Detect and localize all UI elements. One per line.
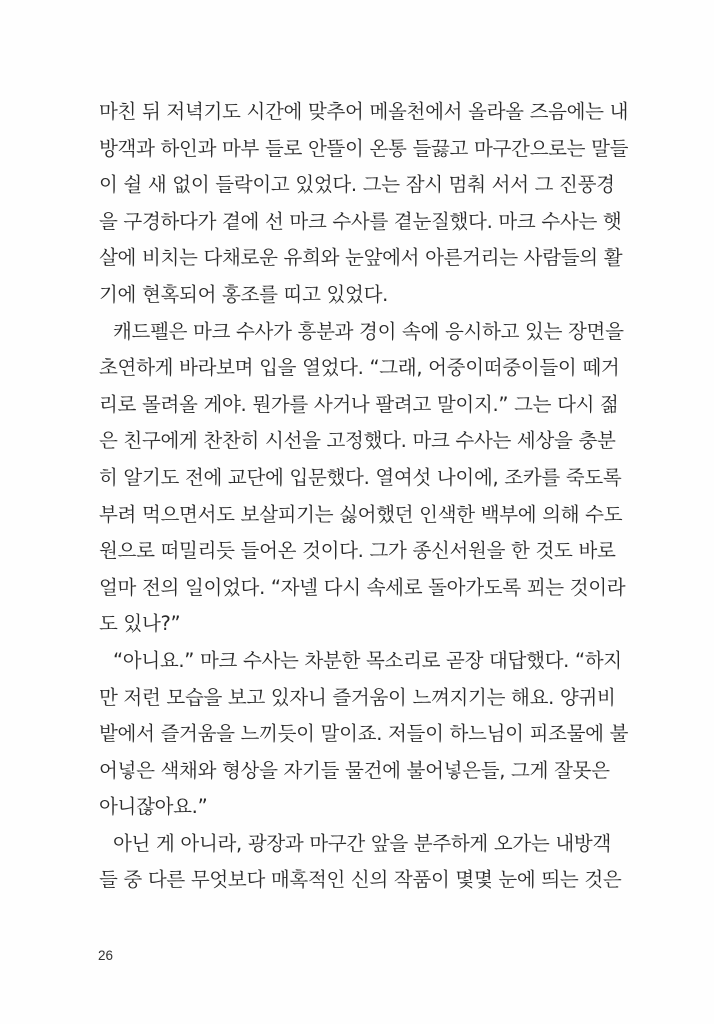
- text-line: 히 알기도 전에 교단에 입문했다. 열여섯 나이에, 조카를 죽도록: [99, 465, 622, 489]
- text-line: “아니요.” 마크 수사는 차분한 목소리로 곧장 대답했다. “하지: [113, 648, 622, 672]
- text-line: 밭에서 즐거움을 느끼듯이 말이죠. 저들이 하느님이 피조물에 불: [99, 722, 629, 746]
- body-text: [99, 94, 629, 899]
- text-line: 도 있나?”: [99, 612, 181, 636]
- text-line: 들 중 다른 무엇보다 매혹적인 신의 작품이 몇몇 눈에 띄는 것은: [99, 868, 622, 892]
- text-line: 캐드펠은 마크 수사가 흥분과 경이 속에 응시하고 있는 장면을: [113, 319, 624, 343]
- text-line: 마친 뒤 저녁기도 시간에 맞추어 메올천에서 올라올 즈음에는 내: [99, 100, 629, 123]
- text-line: 아닌 게 아니라, 광장과 마구간 앞을 분주하게 오가는 내방객: [113, 831, 611, 855]
- text-line: 아니잖아요.”: [99, 795, 208, 819]
- text-line: 살에 비치는 다채로운 유희와 눈앞에서 아른거리는 사람들의 활: [99, 246, 623, 270]
- text-line: 방객과 하인과 마부 들로 안뜰이 온통 들끓고 마구간으로는 말들: [99, 136, 629, 160]
- text-line: 이 쉴 새 없이 들락이고 있었다. 그는 잠시 멈춰 서서 그 진풍경: [99, 173, 615, 197]
- text-line: 원으로 떠밀리듯 들어온 것이다. 그가 종신서원을 한 것도 바로: [99, 539, 616, 563]
- text-line: 초연하게 바라보며 입을 열었다. “그래, 어중이떠중이들이 떼거: [99, 356, 620, 380]
- text-line: 은 친구에게 찬찬히 시선을 고정했다. 마크 수사는 세상을 충분: [99, 429, 616, 453]
- text-line: 기에 현혹되어 홍조를 띠고 있었다.: [99, 282, 389, 306]
- text-line: 어넣은 색채와 형상을 자기들 물건에 불어넣은들, 그게 잘못은: [99, 758, 610, 782]
- text-line: 얼마 전의 일이었다. “자넬 다시 속세로 돌아가도록 꾀는 것이라: [99, 575, 626, 599]
- text-line: 을 구경하다가 곁에 선 마크 수사를 곁눈질했다. 마크 수사는 햇: [99, 209, 622, 233]
- page-number: 26: [98, 948, 114, 963]
- text-line: 리로 몰려올 게야. 뭔가를 사거나 팔려고 말이지.” 그는 다시 젊: [99, 392, 619, 416]
- text-line: 만 저런 모습을 보고 있자니 즐거움이 느껴지기는 해요. 양귀비: [99, 685, 616, 709]
- text-line: 부려 먹으면서도 보살피기는 싫어했던 인색한 백부에 의해 수도: [99, 502, 623, 526]
